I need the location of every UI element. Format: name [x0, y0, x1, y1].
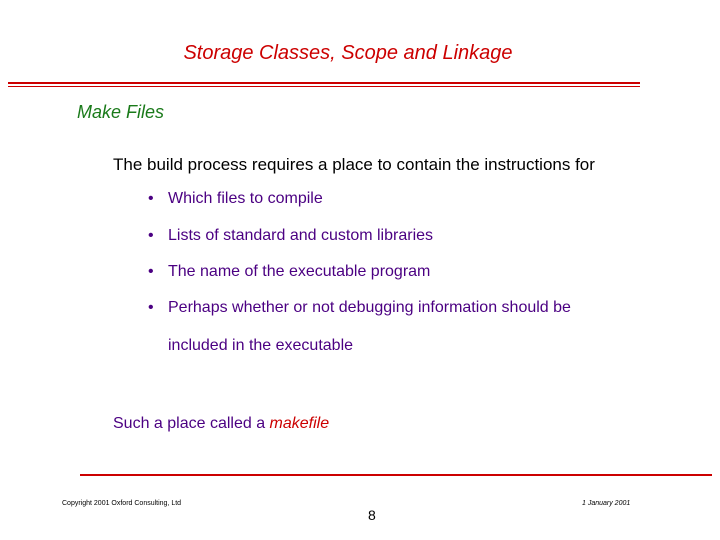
bullet-item — [148, 190, 323, 208]
footer-divider — [80, 474, 712, 476]
bullet-item — [148, 299, 571, 317]
intro-text: The build process requires a place to contain the instructions for — [113, 155, 595, 174]
title-divider — [8, 82, 640, 84]
bullet-text: Lists of standard and custom libraries — [168, 227, 434, 244]
bullet-marker: • — [148, 227, 154, 244]
slide-title: Storage Classes, Scope and Linkage — [183, 42, 513, 64]
bullet-text: The name of the executable program — [168, 263, 431, 280]
bullet-text: Perhaps whether or not debugging information should be — [168, 299, 571, 316]
section-heading: Make Files — [77, 102, 165, 122]
footer-copyright: Copyright 2001 Oxford Consulting, Ltd — [62, 500, 182, 507]
title-divider-secondary — [8, 86, 640, 87]
bullet-marker: • — [148, 299, 154, 316]
bullet-item — [148, 227, 433, 245]
bullet-marker: • — [148, 190, 154, 207]
summary-prefix: Such a place called a — [113, 415, 270, 432]
summary-emphasis: makefile — [269, 415, 330, 432]
bullet-text: Which files to compile — [168, 190, 323, 207]
bullet-marker: • — [148, 263, 154, 280]
footer-date: 1 January 2001 — [582, 500, 631, 507]
page-number: 8 — [368, 507, 376, 523]
summary-text — [113, 415, 329, 433]
bullet-continuation: included in the executable — [168, 337, 354, 354]
bullet-item — [148, 263, 430, 281]
